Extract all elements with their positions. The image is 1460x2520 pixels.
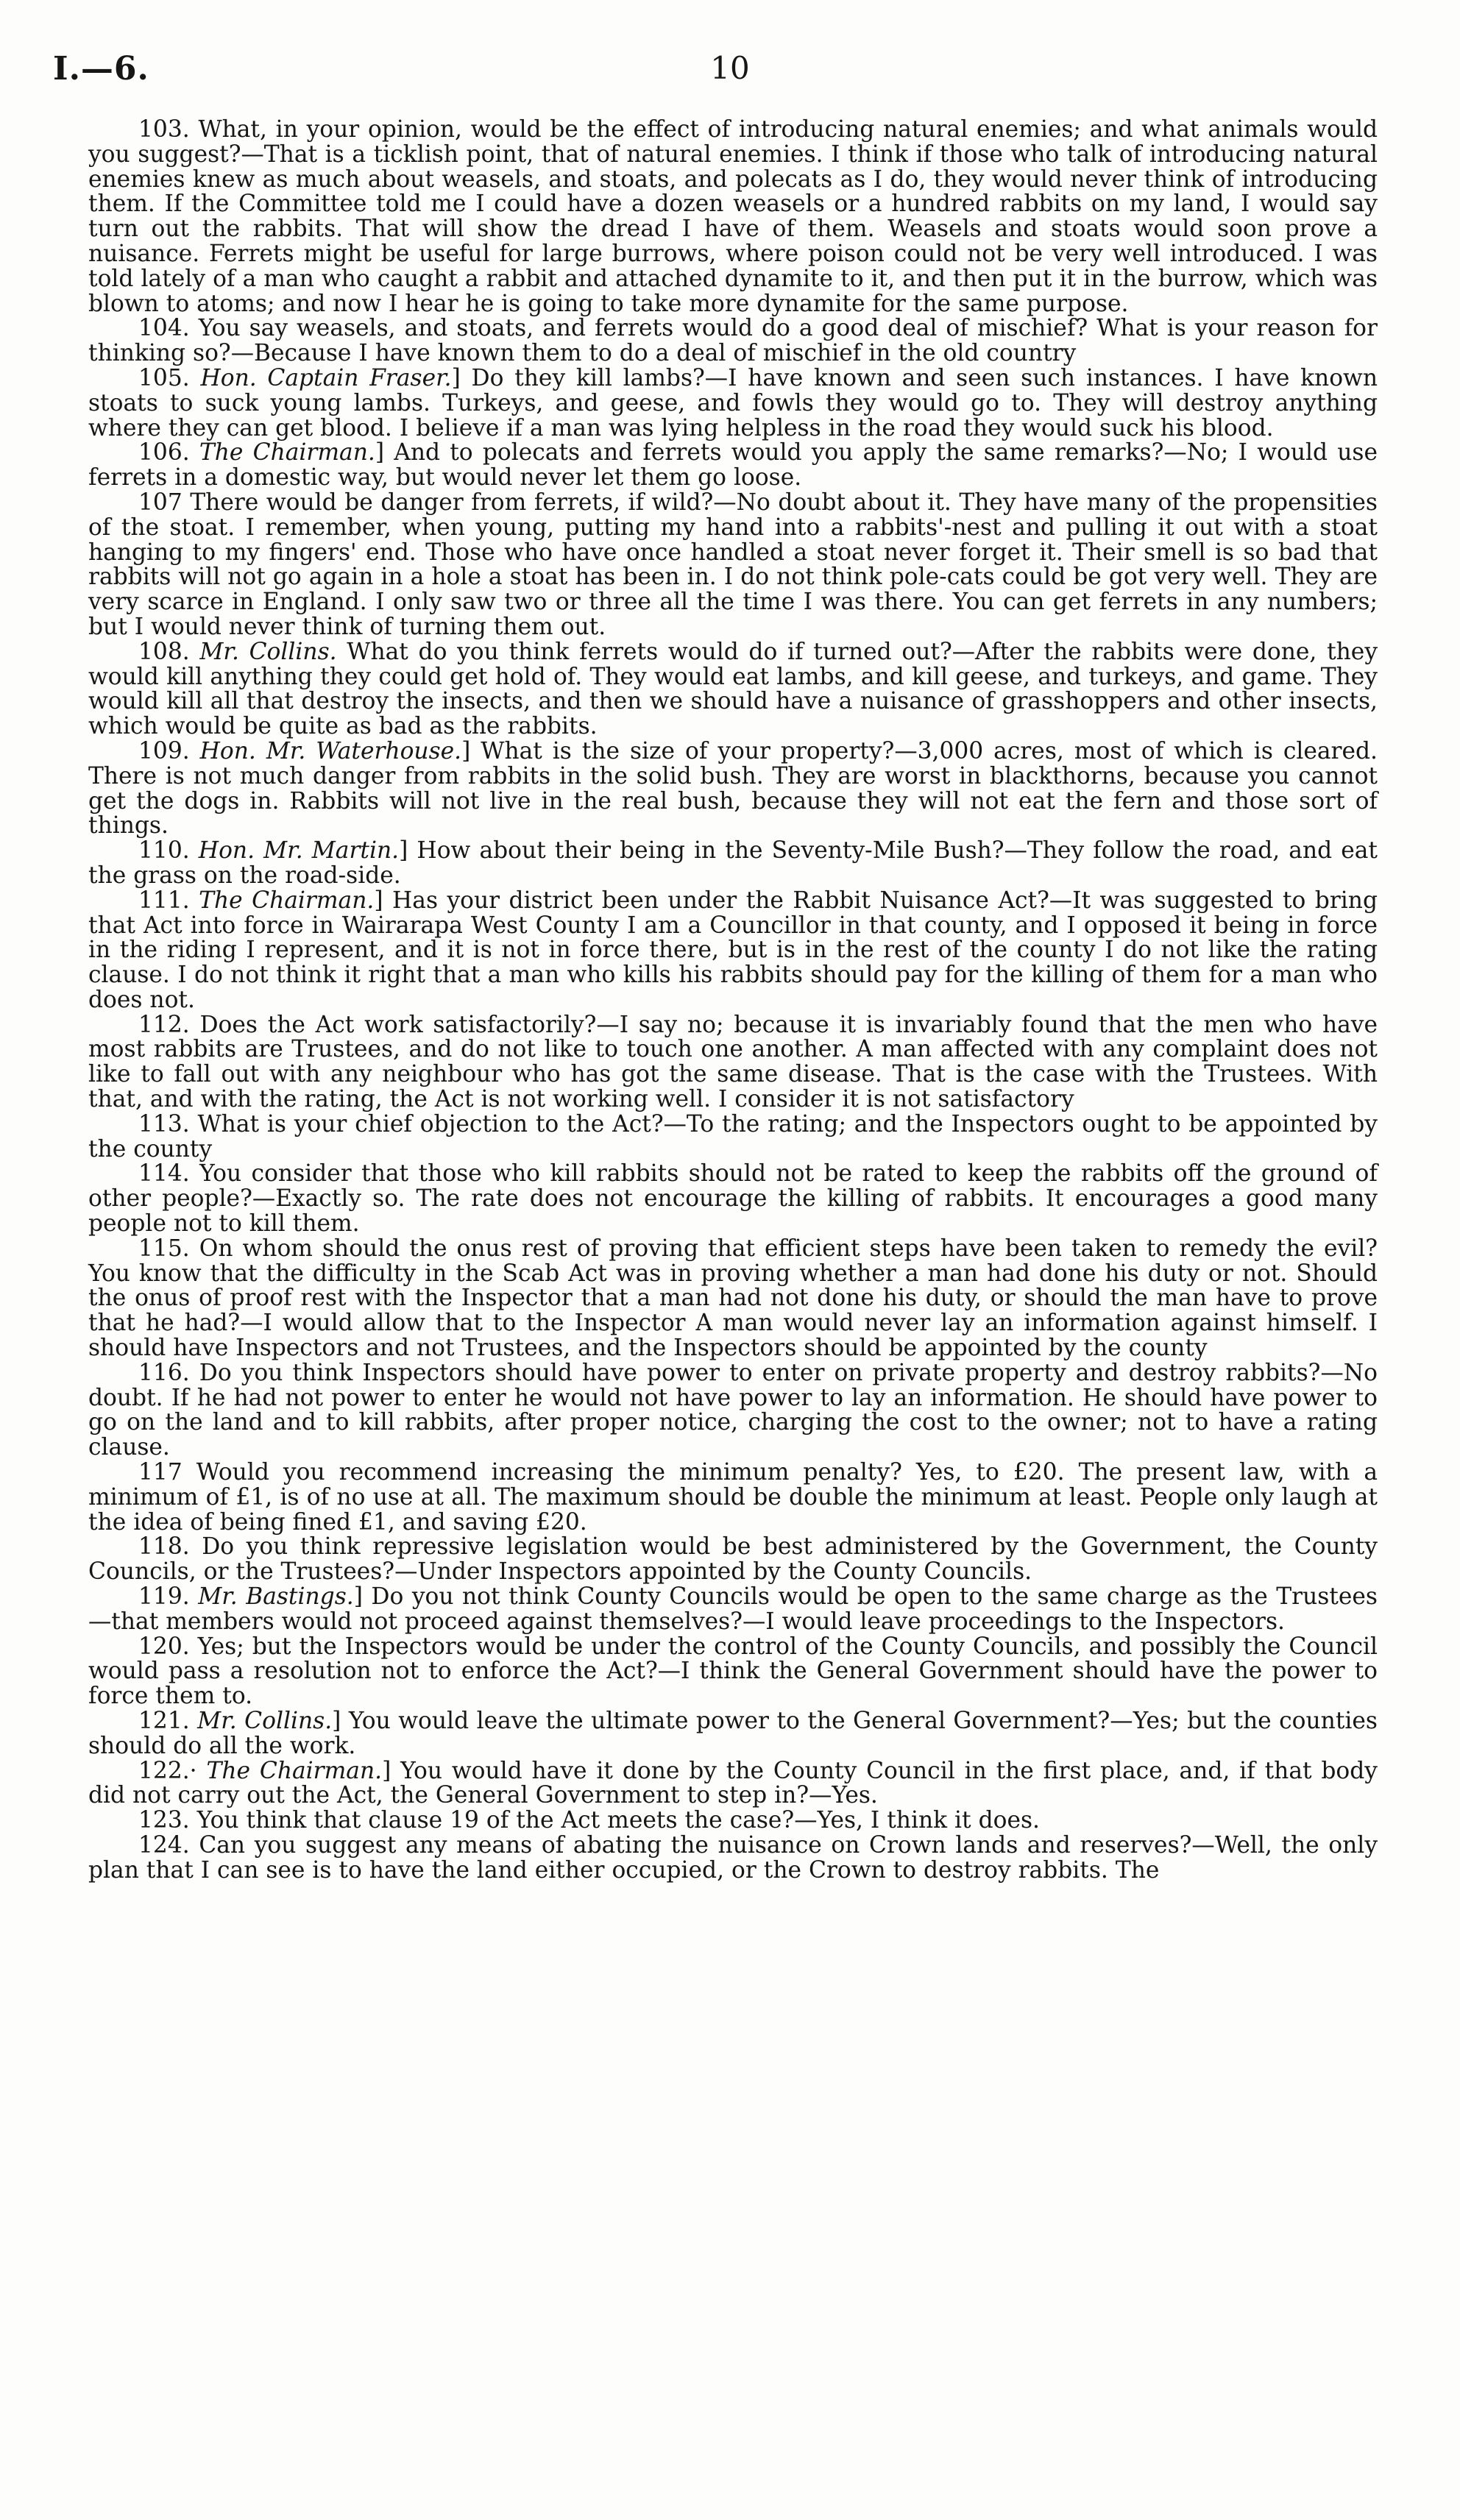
question-text: You say weasels, and stoats, and ferrets would do a good deal of mischief? What is your reason for thinking so?—Because I have known them to do a deal of mischief in the old country xyxy=(88,315,1378,367)
question-paragraph xyxy=(88,491,1378,640)
question-number: 113. xyxy=(138,1110,190,1137)
question-paragraph xyxy=(88,316,1378,366)
question-text: You think that clause 19 of the Act meets the case?—Yes, I think it does. xyxy=(196,1807,1040,1834)
question-text: ] Do they kill lambs?—I have known and seen such instances. I have known stoats to suck young lambs. Turkeys, and geese, and fowls they would go to. They will destroy anything where they can get blood. I believe if a man was lying helpless in the road they would suck his blood. xyxy=(88,364,1378,441)
question-text: ] What is the size of your property?—3,000 acres, most of which is cleared. There is not much danger from rabbits in the solid bush. They are worst in blackthorns, because you cannot get the dogs in. Rabbits will not live in the real bush, because they will not eat the fern and those sort of things. xyxy=(88,737,1378,840)
question-text: ] And to polecats and ferrets would you apply the same remarks?—No; I would use ferrets in a domestic way, but would never let them go loose. xyxy=(88,439,1378,491)
question-number: 104. xyxy=(138,315,190,342)
question-number: 122.· xyxy=(138,1757,197,1784)
question-number: 116. xyxy=(138,1359,190,1386)
question-paragraph xyxy=(88,1709,1378,1759)
question-number: 111. xyxy=(138,887,190,914)
question-number: 107 xyxy=(138,489,182,516)
question-paragraph xyxy=(88,1535,1378,1585)
question-text: ] You would have it done by the County Council in the first place, and, if that body did not carry out the Act, the General Government to step in?—Yes. xyxy=(88,1757,1378,1809)
question-text: What, in your opinion, would be the effect of introducing natural enemies; and what animals would you suggest?—That is a ticklish point, that of natural enemies. I think if those who talk of introducing natural enemies knew as much about weasels, and stoats, and polecats as I do, they would never think of introducing them. If the Committee told me I could have a dozen weasels or a hundred rabbits on my land, I would say turn out the rabbits. That will show the dread I have of them. Weasels and stoats would soon prove a nuisance. Ferrets might be useful for large burrows, where poison could not be very well introduced. I was told lately of a man who caught a rabbit and attached dynamite to it, and then put it in the burrow, which was blown to atoms; and now I hear he is going to take more dynamite for the same purpose. xyxy=(88,116,1378,317)
question-number: 105. xyxy=(138,364,190,391)
question-text: Do you think Inspectors should have power to enter on private property and destroy rabbits?—No doubt. If he had not power to enter he would not have power to lay an information. He should have power to go on the land and to kill rabbits, after proper notice, charging the cost to the owner; not to have a rating clause. xyxy=(88,1359,1378,1461)
question-number: 110. xyxy=(138,837,190,865)
speaker-name: Hon. Mr. Martin. xyxy=(198,837,400,865)
question-paragraph xyxy=(88,1759,1378,1809)
evidence-text xyxy=(88,118,1378,1884)
question-text: ] How about their being in the Seventy-Mile Bush?—They follow the road, and eat the grass on the road-side. xyxy=(88,837,1378,889)
question-paragraph xyxy=(88,1013,1378,1112)
document-reference: I.—6. xyxy=(53,50,149,88)
question-paragraph xyxy=(88,1635,1378,1709)
question-text: What do you think ferrets would do if turned out?—After the rabbits were done, they would kill anything they could get hold of. They would eat lambs, and kill geese, and turkeys, and game. They would kill all that destroy the insects, and then we should have a nuisance of grasshoppers and other insects, which would be quite as bad as the rabbits. xyxy=(88,638,1378,740)
question-number: 109. xyxy=(138,737,190,764)
question-number: 121. xyxy=(138,1708,190,1734)
question-paragraph xyxy=(88,1460,1378,1535)
speaker-name: The Chairman. xyxy=(206,1757,383,1784)
question-paragraph xyxy=(88,640,1378,739)
question-number: 108. xyxy=(138,638,190,665)
question-paragraph xyxy=(88,1361,1378,1460)
question-text: What is your chief objection to the Act?—To the rating; and the Inspectors ought to be appointed by the county xyxy=(88,1110,1378,1163)
speaker-name: The Chairman. xyxy=(199,439,375,466)
speaker-name: The Chairman. xyxy=(199,887,375,914)
question-number: 117 xyxy=(138,1459,182,1486)
question-paragraph xyxy=(88,739,1378,839)
question-text: Yes; but the Inspectors would be under the control of the County Councils, and possibly the Council would pass a resolution not to enforce the Act?—I think the General Government should have the power to force them to. xyxy=(88,1633,1378,1710)
question-paragraph xyxy=(88,118,1378,316)
page-number: 10 xyxy=(710,50,750,86)
question-text: On whom should the onus rest of proving that efficient steps have been taken to remedy the evil? You know that the difficulty in the Scab Act was in proving whether a man had done his duty or not. Should the onus of proof rest with the Inspector that a man had not done his duty, or should the man have to prove that he had?—I would allow that to the Inspector A man would never lay an information against himself. I should have Inspectors and not Trustees, and the Inspectors should be appointed by the county xyxy=(88,1235,1378,1362)
question-number: 114. xyxy=(138,1160,190,1188)
question-number: 106. xyxy=(138,439,190,466)
question-text: There would be danger from ferrets, if wild?—No doubt about it. They have many of the propensities of the stoat. I remember, when young, putting my hand into a rabbits'-nest and pulling it out with a stoat hanging to my fingers' end. Those who have once handled a stoat never forget it. Their smell is so bad that rabbits will not go again in a hole a stoat has been in. I do not think pole-cats could be got very well. They are very scarce in England. I only saw two or three all the time I was there. You can get ferrets in any numbers; but I would never think of turning them out. xyxy=(88,489,1378,640)
question-paragraph xyxy=(88,1809,1378,1834)
question-number: 115. xyxy=(138,1235,190,1262)
question-number: 118. xyxy=(138,1533,190,1561)
question-paragraph xyxy=(88,441,1378,491)
question-text: Would you recommend increasing the minimum penalty? Yes, to £20. The present law, with a minimum of £1, is of no use at all. The maximum should be double the minimum at least. People only laugh at the idea of being fined £1, and saving £20. xyxy=(88,1459,1378,1536)
question-text: ] Do you not think County Councils would be open to the same charge as the Trustees—that members would not proceed against themselves?—I would leave proceedings to the Inspectors. xyxy=(88,1583,1378,1635)
question-text: Does the Act work satisfactorily?—I say no; because it is invariably found that the men who have most rabbits are Trustees, and do not like to touch one another. A man affected with any complaint does not like to fall out with any neighbour who has got the same disease. That is the case with the Trustees. With that, and with the rating, the Act is not working well. I consider it is not satisfactory xyxy=(88,1011,1378,1113)
question-number: 120. xyxy=(138,1633,190,1660)
question-text: ] You would leave the ultimate power to the General Government?—Yes; but the counties should do all the work. xyxy=(88,1708,1378,1759)
question-text: You consider that those who kill rabbits should not be rated to keep the rabbits off the ground of other people?—Exactly so. The rate does not encourage the killing of rabbits. It encourages a good many people not to kill them. xyxy=(88,1160,1378,1238)
question-number: 123. xyxy=(138,1807,190,1834)
question-paragraph xyxy=(88,1585,1378,1635)
question-text: ] Has your district been under the Rabbit Nuisance Act?—It was suggested to bring that Act into force in Wairarapa West County I am a Councillor in that county, and I opposed it being in force in the riding I represent, and it is not in force there, but is in the rest of the county I do not like the rating clause. I do not think it right that a man who kills his rabbits should pay for the killing of them for a man who does not. xyxy=(88,887,1378,1013)
question-paragraph xyxy=(88,839,1378,889)
page-header xyxy=(53,50,1407,94)
question-paragraph xyxy=(88,1162,1378,1236)
speaker-name: Mr. Collins. xyxy=(197,1708,333,1734)
question-text: Do you think repressive legislation would be best administered by the Government, the County Councils, or the Trustees?—Under Inspectors appointed by the County Councils. xyxy=(88,1533,1378,1586)
question-paragraph xyxy=(88,366,1378,441)
question-number: 124. xyxy=(138,1831,190,1859)
question-paragraph xyxy=(88,1237,1378,1361)
question-number: 119. xyxy=(138,1583,190,1611)
question-number: 103. xyxy=(138,116,190,143)
question-paragraph xyxy=(88,1831,1378,1884)
speaker-name: Hon. Mr. Waterhouse. xyxy=(199,737,462,764)
speaker-name: Hon. Captain Fraser. xyxy=(200,364,452,391)
question-text: Can you suggest any means of abating the nuisance on Crown lands and reserves?—Well, the only plan that I can see is to have the land either occupied, or the Crown to destroy rabbits. The xyxy=(88,1831,1378,1884)
speaker-name: Mr. Bastings. xyxy=(198,1583,354,1611)
question-paragraph xyxy=(88,1112,1378,1163)
question-paragraph xyxy=(88,889,1378,1013)
speaker-name: Mr. Collins. xyxy=(199,638,337,665)
question-number: 112. xyxy=(138,1011,190,1038)
